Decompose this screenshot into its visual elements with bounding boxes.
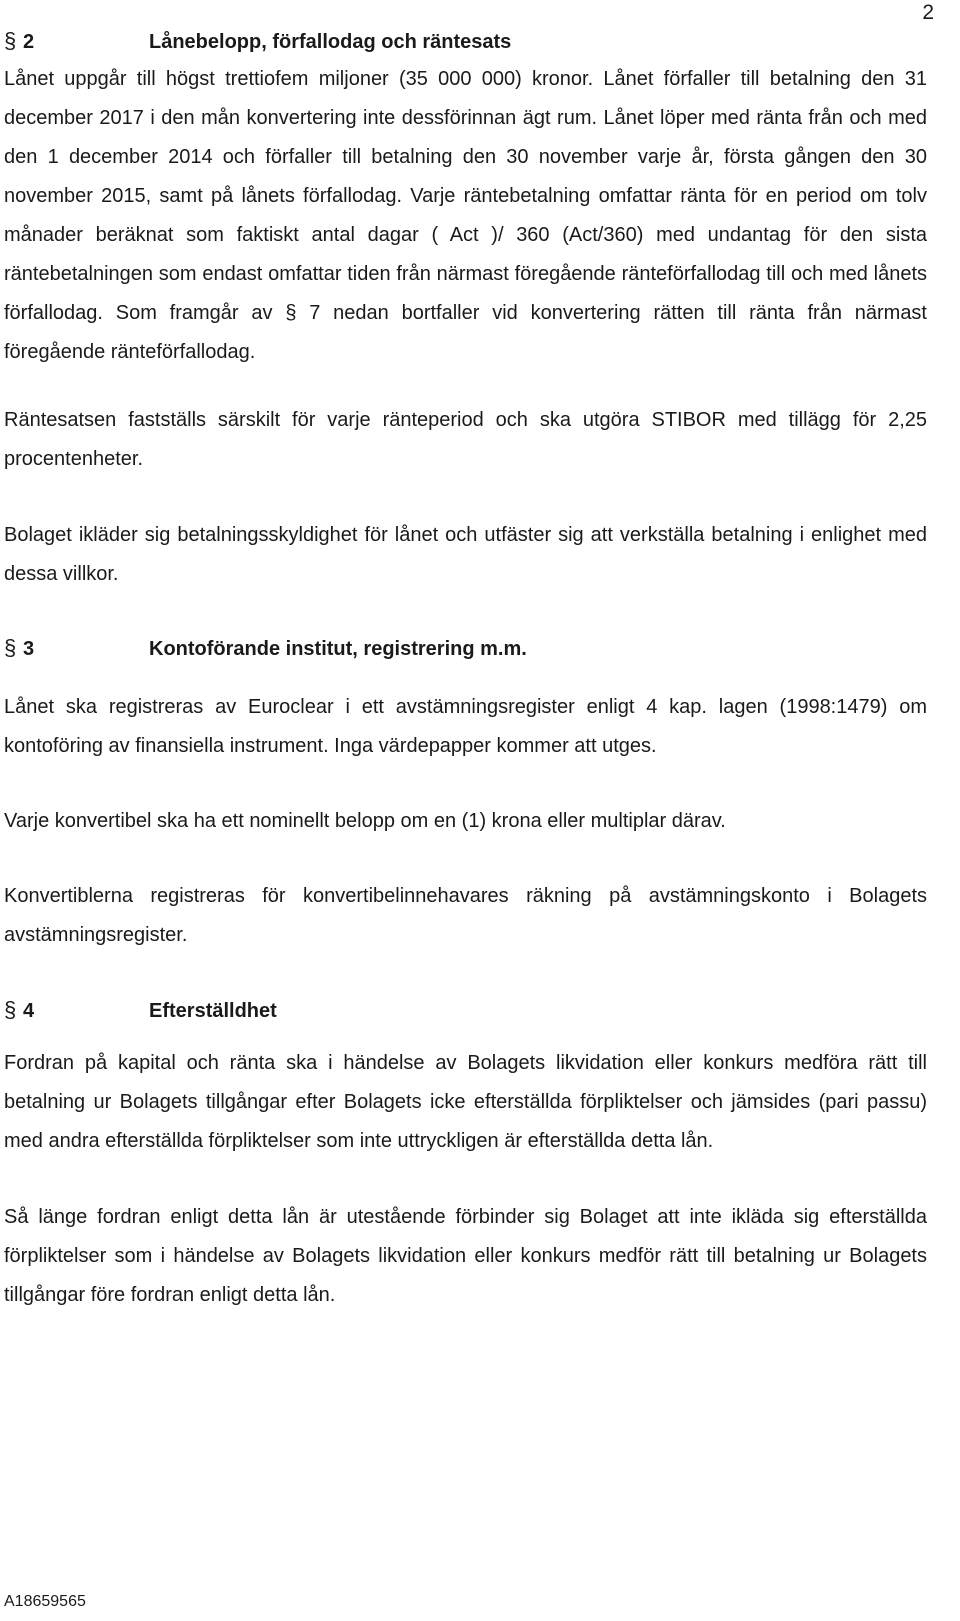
paragraph: Lånet uppgår till högst trettiofem miljoner (35 000 000) kronor. Lånet förfaller till betalning den 31 december 2017 i den mån konvertering inte dessförinnan ägt rum. Lånet löper med ränta från och med den 1 december 2014 och förfaller till betalning den 30 november varje år, första gången den 30 november 2015, samt på lånets förfallodag. Varje räntebetalning omfattar ränta för en period om tolv månader beräknat som faktiskt antal dagar ( Act )/ 360 (Act/360) med undantag för den sista räntebetalningen som endast omfattar tiden från närmast föregående ränteförfallodag till och med lånets förfallodag. Som framgår av § 7 nedan bortfaller vid konvertering rätten till ränta från närmast föregående ränteförfallodag. (4, 68, 927, 363)
section-heading-2 (4, 22, 927, 60)
section-number: 4 (23, 1000, 35, 1022)
section-title: Efterställdhet (149, 1000, 277, 1022)
section-title: Kontoförande institut, registrering m.m. (149, 638, 527, 660)
page-number: 2 (922, 1, 934, 24)
paragraph: Bolaget ikläder sig betalningsskyldighet för lånet och utfäster sig att verkställa betalning i enlighet med dessa villkor. (4, 524, 927, 585)
section-sign: § (4, 635, 17, 660)
section-sign: § (4, 28, 17, 53)
paragraph: Räntesatsen fastställs särskilt för varje ränteperiod och ska utgöra STIBOR med tillägg för 2,25 procentenheter. (4, 409, 927, 470)
section-number: 2 (23, 31, 35, 53)
section-number: 3 (23, 638, 35, 660)
section-sign: § (4, 997, 17, 1022)
document-id: A18659565 (4, 1593, 86, 1610)
section-title: Lånebelopp, förfallodag och räntesats (149, 31, 512, 53)
paragraph: Varje konvertibel ska ha ett nominellt belopp om en (1) krona eller multiplar därav. (4, 810, 726, 832)
section-heading-4 (4, 991, 927, 1029)
section-heading-3 (4, 629, 927, 667)
paragraph: Konvertiblerna registreras för konvertibelinnehavares räkning på avstämningskonto i Bolagets avstämningsregister. (4, 885, 927, 946)
paragraph: Så länge fordran enligt detta lån är utestående förbinder sig Bolaget att inte ikläda sig efterställda förpliktelser som i händelse av Bolagets likvidation eller konkurs medför rätt till betalning ur Bolagets tillgångar före fordran enligt detta lån. (4, 1206, 927, 1306)
document-body (4, 22, 927, 1315)
paragraph: Fordran på kapital och ränta ska i händelse av Bolagets likvidation eller konkurs medföra rätt till betalning ur Bolagets tillgångar efter Bolagets icke efterställda förpliktelser och jämsides (pari passu) med andra efterställda förpliktelser som inte uttryckligen är efterställda detta lån. (4, 1052, 927, 1152)
paragraph: Lånet ska registreras av Euroclear i ett avstämningsregister enligt 4 kap. lagen (1998:1479) om kontoföring av finansiella instrument. Inga värdepapper kommer att utges. (4, 696, 927, 757)
